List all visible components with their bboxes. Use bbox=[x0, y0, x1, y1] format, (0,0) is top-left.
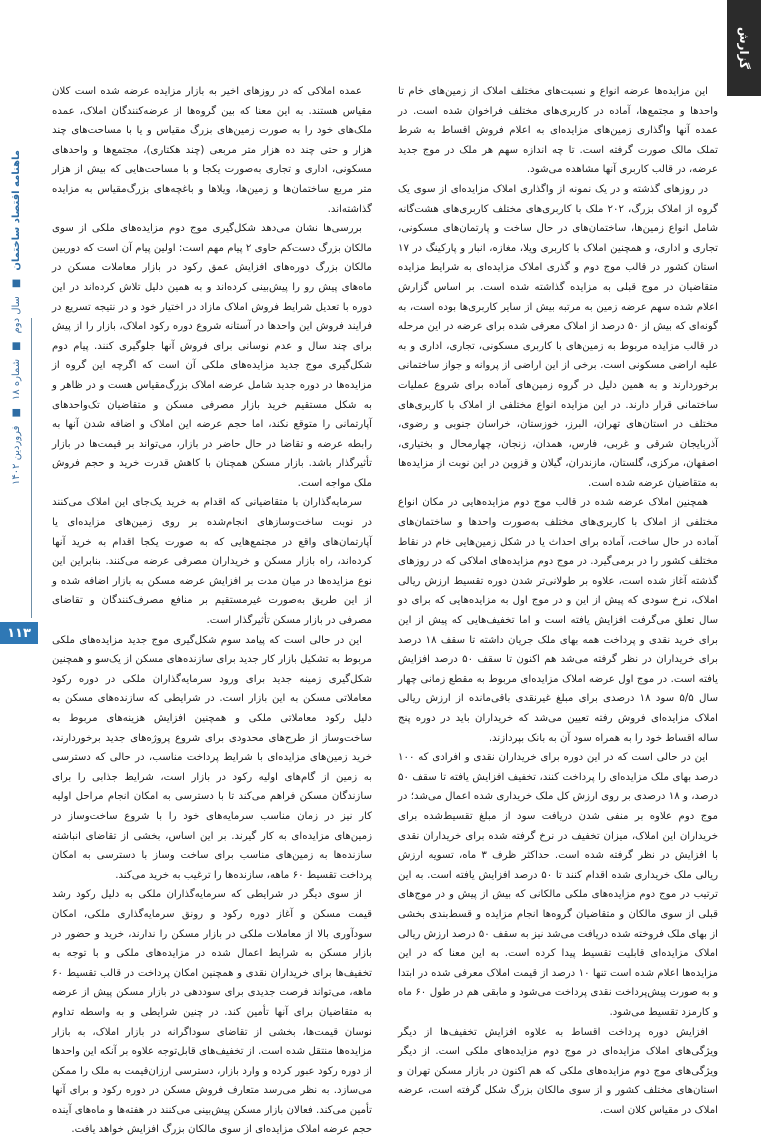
publication-number: شماره ۱۸ bbox=[10, 358, 22, 401]
section-tab bbox=[727, 0, 761, 96]
paragraph: این در حالی است که در این دوره برای خریداران نقدی و افرادی که ۱۰۰ درصد بهای ملک مزایده‌ای را پرداخت کنند، تخفیف افزایش یافته تا سقف ۵۰ درصد، و ۱۸ درصدی بر روی ارزش کل ملک خریداری شده اعمال می‌شد؛ در موج دوم علاوه بر منفی شدن دریافت سود از مبلغ تقسیط‌شده برای خریداران این املاک، میزان تخفیف در نرخ گرفته شده برای خریداران نقدی با افزایش در نظر گرفته شده است. حداکثر ظرف ۳ ماه، تسویه ارزش ریالی ملک خریداری شده اقدام کنند تا ۵۰ درصد افزایش یافته است. به این ترتیب در موج دوم مزایده‌های ملکی مالکانی که بیش از پیش و در موج‌های قبلی از سوی مالکان و متقاضیان گروه‌ها انجام مزایده و قسط‌بندی بخشی از بهای ملک فروخته شده دریافت می‌شد نیز به سقف ۵۰ درصد ارزش ریالی املاک مزایده‌ای قابلیت تقسیط پیدا کرده است. به این معنا که در این مزایده‌ها اعلام شده است تنها ۱۰ درصد از قیمت املاک معرفی شده در ابتدا و به صورت پیش‌پرداخت نقدی پرداخت می‌شود و مابقی هم در طول ۶۰ ماه و کارمزد تقسیط می‌شود. bbox=[397, 752, 718, 1018]
publication-issue: سال دوم bbox=[10, 296, 22, 334]
page-number: ۱۱۳ bbox=[7, 625, 31, 641]
paragraph: سرمایه‌گذاران با متقاضیانی که اقدام به خرید یک‌جای این املاک می‌کنند در نوبت ساخت‌وسازهای انجام‌شده بر روی زمین‌های مزایده‌ای یا آپارتمان‌های واقع در مجتمع‌هایی که به صورت یکجا اقدام به خرید آنها کرده‌اند، راه بازار مسکن و خریداران مصرفی عرضه می‌کنند. بنابراین این نوع مزایده‌ها در میان مدت بر افزایش عرضه مسکن به بازار اضافه شده و از این طریق به‌صورت غیرمستقیم بر منافع مصرف‌کنندگان و تقاضای مصرفی در بازار مسکن تأثیرگذار است. bbox=[52, 497, 372, 627]
header-separator: ■ bbox=[10, 408, 22, 418]
paragraph: این مزایده‌ها عرضه انواع و نسبت‌های مختلف املاک از زمین‌های خام تا واحدها و مجتمع‌ها، آماده در کاربری‌های مختلف فراخوان شده است. در عمده آنها واگذاری زمین‌های مزایده‌ای به اعلام فروش اقساط به شرط تملک مالک صورت گرفته است. تا چه اندازه سهم هر ملک در موج جدید عرضه، در قالب کاربری آنها مشاهده می‌شود. bbox=[398, 86, 718, 176]
publication-title: ماهنامه اقتصاد ساختمان bbox=[10, 150, 22, 271]
paragraph: همچنین املاک عرضه شده در قالب موج دوم مزایده‌هایی در مکان انواع مختلفی از املاک با کاربری‌های مختلف به‌صورت واحدها و ساختمان‌های آماده در حال ساخت، آماده برای احداث یا در شکل زمین‌هایی خام در نقاط مختلف کشور را در برمی‌گیرد. در موج دوم مزایده‌های املاکی که در روزهای گذشته آغاز شده است، علاوه بر طولانی‌تر شدن دوره تقسیط ارزش ریالی املاک، نرخ سودی که پیش از این و در موج اول به مزایده‌هایی که برای دو سال تعلق می‌گرفت افزایش یافته است و اما تخفیف‌هایی که پیش از این برای خرید نقدی و پرداخت همه بهای ملک جریان داشته تا سقف ۱۸ درصد برای خریداران در نظر گرفته می‌شد هم اکنون تا سقف ۵۰ درصد افزایش یافته است. در موج اول عرضه املاک مزایده‌ای مربوط به مقطع زمانی چهار سال ۵/۵ سود ۱۸ درصدی برای مبلغ غیرنقدی باقی‌مانده از ارزش ریالی املاک مزایده‌ای فروش رفته تعیین می‌شد که خریداران باید در دوره پنج ساله اقساط خود را به همراه سود آن به بانک بپردازند. bbox=[398, 497, 719, 744]
paragraph: بررسی‌ها نشان می‌دهد شکل‌گیری موج دوم مزایده‌های ملکی از سوی مالکان بزرگ دست‌کم حاوی ۲ پیام مهم است: اولین پیام آن است که دوربین مالکان بزرگ دوره‌های افزایش عمق رکود در بازار معاملات مسکن در ماه‌های پیش رو را پیش‌بینی کرده‌اند و به همین دلیل تلاش کرده‌اند در این دوره با تعدیل شرایط فروش املاک مازاد در اختیار خود و در نتیجه تسریع در فرایند فروش این واحدها در آستانه شروع دوره رکود املاک، بازار را از پیش برای چند سال و عدم نوسانی برای فروش آنها جلوگیری کنند. پیام دوم شکل‌گیری موج جدید مزایده‌های ملکی آن است که اگرچه این گروه از مزایده‌ها در دوره جدید شامل عرضه املاک بزرگ‌مقیاس هست و در ظاهر و به شکل مستقیم خرید بازار مصرفی مسکن و متقاضیان تک‌واحدهای آپارتمانی را متوقع نکند، اما حجم عرضه این املاک و اضافه شدن آنها به رابطه عرضه و تقاضا در حال حاضر در بازار، می‌تواند بر قیمت‌ها در بازار تأثیرگذار باشد. بازار مسکن همچنان با کاهش قدرت خرید و حجم فروش ملک مواجه است. bbox=[52, 223, 372, 489]
text-column-left bbox=[52, 82, 372, 1136]
section-label: گزارش bbox=[737, 26, 751, 70]
paragraph: از سوی دیگر در شرایطی که سرمایه‌گذاران ملکی به دلیل رکود رشد قیمت مسکن و آغاز دوره رکود و رونق سرمایه‌گذاری ملکی، امکان سودآوری بالا از معاملات ملکی در بازار مسکن را ندارند، خرید و حضور در بازار مسکن به شرایط اعمال شده در مزایده‌های ملکی و با توجه به تخفیف‌ها برای خریداران نقدی و همچنین امکان پرداخت در قالب تقسیط ۶۰ ماهه، می‌تواند فرصت جدیدی برای سوددهی در بازار مسکن پیش از عرضه به متقاضیان برای آنها تأمین کند. در چنین شرایطی و به واسطه تداوم نوسان قیمت‌ها، بخشی از تقاضای سوداگرانه در بازار املاک، به بازار مزایده‌ها منتقل شده است. از تخفیف‌های قابل‌توجه علاوه بر آنکه این واحدها از دوره رکود عبور کرده و وارد بازار، دسترسی ارزان‌قیمت به ملک را ممکن می‌سازد. به نظر می‌رسد متعارف فروش مسکن در دوره رکود و برای آنها تأمین می‌کند. فعالان بازار مسکن پیش‌بینی می‌کنند در هفته‌ها و ماه‌های آینده حجم عرضه املاک مزایده‌ای از سوی مالکان بزرگ افزایش خواهد یافت. bbox=[52, 889, 372, 1136]
paragraph: این در حالی است که پیامد سوم شکل‌گیری موج جدید مزایده‌های ملکی مربوط به تشکیل بازار کار جدید برای سازنده‌های مسکن از یک‌سو و همچنین شکل‌گیری زمینه جدید برای ورود سرمایه‌گذاران ملکی در دوره رکود معاملاتی مسکن به این بازار است. در شرایطی که سازنده‌های مسکن به دلیل رکود معاملاتی ملکی و همچنین افزایش هزینه‌های مربوط به ساخت‌وساز از طرح‌های محدودی برای شروع پروژه‌های جدید برخوردارند، خرید زمین‌های مزایده‌ای با شرایط پرداخت مناسب، در حالی که دسترسی به زمین از گام‌های اولیه رکود در بازار است، شرایط جذابی را برای سازندگان مسکن فراهم می‌کند تا با دسترسی به امکان انجام مراحل اولیه کار نیز در زمان مناسب سرمایه‌های خود را با شروع ساخت‌وساز در زمین‌های مزایده‌ای به کار گیرند. بر این اساس، بخشی از تقاضای انباشته سازنده‌ها به زمین‌های مناسب برای ساخت وساز با دسترسی به امکان پرداخت تقسیط ۶۰ ماهه، سازنده‌ها را ترغیب به خرید می‌کند. bbox=[52, 634, 372, 881]
paragraph: افزایش دوره پرداخت اقساط به علاوه افزایش تخفیف‌ها از دیگر ویژگی‌های املاک مزایده‌ای در موج دوم مزایده‌های ملکی است. از دیگر ویژگی‌های موج دوم مزایده‌های ملکی که هم اکنون در بازار مسکن تهران و استان‌های مختلف کشور و از سوی مالکان بزرگ شکل گرفته است، عرضه املاک در مقیاس کلان است. bbox=[398, 1026, 718, 1116]
margin-divider bbox=[31, 318, 32, 618]
text-column-right bbox=[397, 82, 719, 1116]
paragraph: عمده املاکی که در روزهای اخیر به بازار مزایده عرضه شده است کلان مقیاس هستند. به این معنا که بین گروه‌ها از عرضه‌کنندگان املاک، عمده ملک‌های خود را به صورت زمین‌های بزرگ مقیاس و یا با مساحت‌های چند هزار و حتی چند ده هزار متر مربعی (چند هکتاری)، مجتمع‌ها و واحدهای مسکونی، اداری و تجاری به‌صورت یکجا و با مساحت‌هایی که بیش از هزار متر مربع ساختمان‌ها و زمین‌ها، ویلاها و باغچه‌های بزرگ‌مقیاس به مزایده گذاشته‌اند. bbox=[52, 86, 372, 215]
page-number-badge bbox=[0, 622, 38, 644]
header-separator: ■ bbox=[10, 341, 22, 351]
publication-date: فروردین ۱۴۰۲ bbox=[10, 425, 22, 485]
header-separator: ■ bbox=[10, 278, 22, 289]
paragraph: در روزهای گذشته و در یک نمونه از واگذاری املاک مزایده‌ای از سوی یک گروه از املاک بزرگ، ۲۰۲ ملک با کاربری‌های مختلف کاربری‌های هشت‌گانه شامل انواع زمین‌ها، ساختمان‌های در حال ساخت و پارتمان‌های مسکونی، تجاری و اداری، و همچنین املاک با کاربری ویلا، مغازه، انبار و پارکینگ در ۱۷ استان کشور در قالب موج دوم و گذری املاک مزایده‌ای به شرایط مزایده متقاضیان در موج قبلی به مزایده گذاشته شده است. بر اساس گزارش اعلام شده سهم عرضه زمین به مرتبه بیش از سایر کاربری‌ها بوده است، به گونه‌ای که بیش از ۵۰ درصد از املاک معرفی شده برای عرضه در این مرحله در قالب مزایده مربوط به زمین‌های با کاربری مسکونی، تجاری، اداری و به علیه اراضی مسکونی است. برخی از این اراضی از پروانه و جواز ساختمانی برخوردارند و به همین دلیل در گروه زمین‌های آماده برای شروع عملیات ساختمانی قرار دارند. در این مزایده انواع مختلفی از املاک با کاربری‌های مختلف در استان‌های تهران، البرز، خوزستان، خراسان جنوبی و رضوی، آذربایجان شرقی و غربی، فارس، همدان، زنجان، چهارمحال و بختیاری، اصفهان، مرکزی، گلستان، مازندران، گیلان و قزوین در این نوبت از مزایده‌ها به متقاضیان عرضه شده است. bbox=[398, 183, 718, 489]
